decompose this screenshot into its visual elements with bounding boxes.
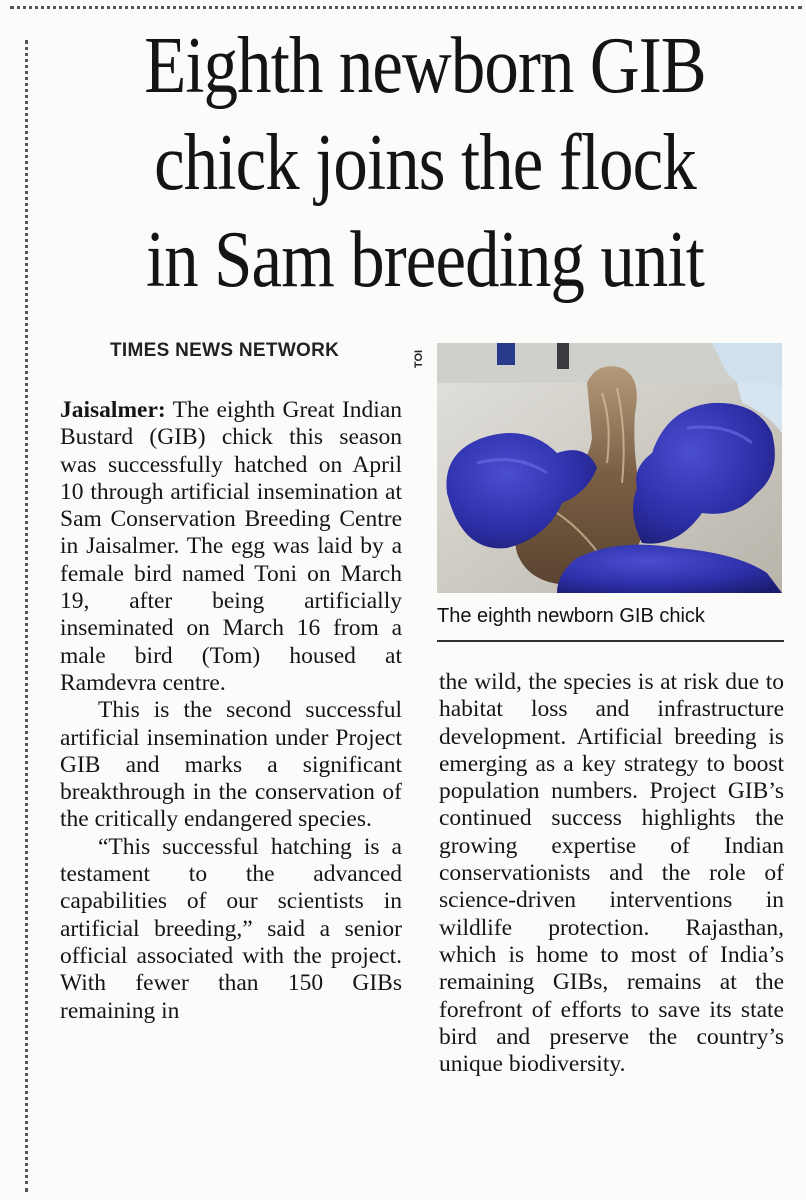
caption-divider: [437, 640, 784, 642]
paragraph-3-part-2: the wild, the species is at risk due to habitat loss and infrastructure development. Artificial breeding is emerging as a key strategy to boost population numbers. Project GIB’s continued success highlights the growing expertise of Indian conservationists and the role of science-driven interventions in wildlife protection. Rajasthan, which is home to most of India’s remaining GIBs, remains at the forefront of efforts to save its state bird and preserve the country’s unique biodiversity.: [439, 669, 784, 1078]
gloved-hands-holding-bird-chick-photo: [437, 343, 782, 593]
article-column-right: [439, 669, 784, 1078]
byline: TIMES NEWS NETWORK: [110, 340, 340, 361]
photo-caption: The eighth newborn GIB chick: [437, 605, 705, 627]
dotted-border-left: [25, 40, 28, 1192]
photo-credit-label: TOI: [413, 349, 426, 369]
headline: [111, 18, 739, 309]
photo-credit: [413, 345, 434, 375]
paragraph-2: This is the second successful artificial insemination under Project GIB and marks a significant breakthrough in the conservation of the critically endangered species.: [60, 697, 402, 833]
paragraph-1: [60, 397, 402, 697]
dotted-border-top: [10, 6, 802, 9]
article-column-left: [60, 397, 402, 1025]
article-photo: [437, 343, 782, 593]
headline-line-3: in Sam breeding unit: [146, 216, 704, 304]
paragraph-3-part-1: “This successful hatching is a testament to the advanced capabilities of our scientists in artificial breeding,” said a senior official associated with the project. With fewer than 150 GIBs remaining in: [60, 833, 402, 1024]
paragraph-1-text: The eighth Great Indian Bustard (GIB) chick this season was successfully hatched on April 10 through artificial insemination at Sam Conservation Breeding Centre in Jaisalmer. The egg was laid by a female bird named Toni on March 19, after being artificially inseminated on March 16 from a male bird (Tom) housed at Ramdevra centre.: [60, 397, 403, 696]
headline-line-1: Eighth newborn GIB: [144, 22, 706, 110]
dateline: Jaisalmer:: [60, 397, 166, 423]
headline-line-2: chick joins the flock: [154, 119, 696, 207]
